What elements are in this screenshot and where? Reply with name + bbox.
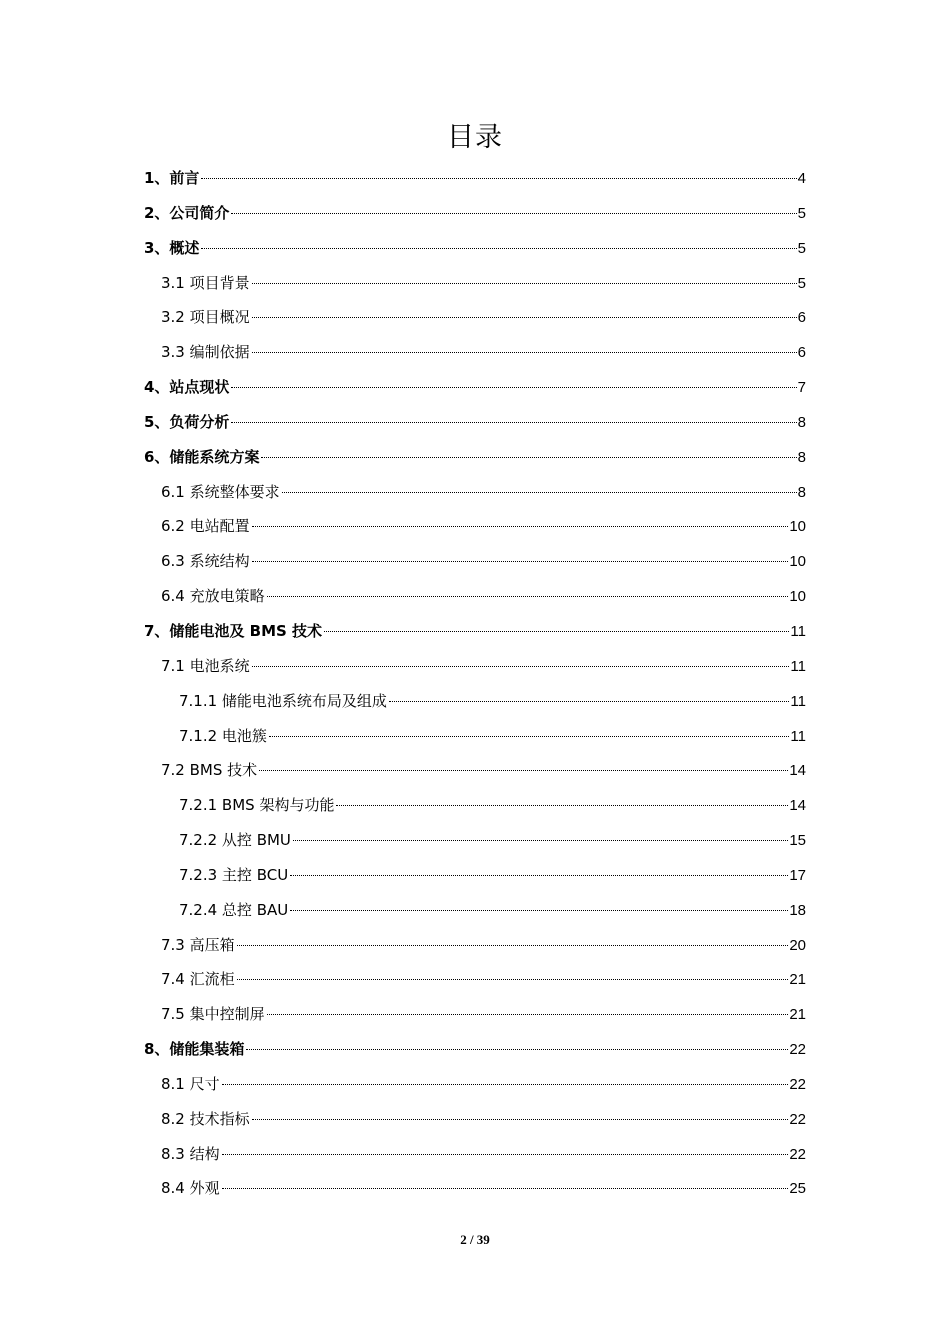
toc-entry[interactable] — [144, 1032, 806, 1067]
toc-entry[interactable] — [144, 858, 806, 893]
toc-entry-label: 7.2.3 主控 BCU — [179, 865, 289, 884]
toc-entry-label: 2、公司简介 — [144, 203, 230, 222]
toc-dot-leader — [222, 1154, 789, 1155]
page-title: 目录 — [447, 122, 503, 153]
toc-entry-page-number: 21 — [789, 1006, 806, 1024]
toc-entry[interactable] — [144, 335, 806, 370]
toc-entry[interactable] — [144, 300, 806, 335]
toc-entry-page-number: 22 — [789, 1145, 806, 1163]
toc-dot-leader — [293, 840, 788, 841]
toc-entry[interactable] — [144, 579, 806, 614]
toc-dot-leader — [231, 213, 796, 214]
toc-dot-leader — [201, 178, 796, 179]
toc-entry-label: 8.3 结构 — [161, 1144, 220, 1163]
toc-entry-label: 5、负荷分析 — [144, 412, 230, 431]
toc-entry-label: 6.4 充放电策略 — [161, 587, 265, 606]
toc-entry[interactable] — [144, 266, 806, 301]
toc-dot-leader — [246, 1049, 788, 1050]
toc-entry-label: 8.1 尺寸 — [161, 1074, 220, 1093]
toc-entry-label: 4、站点现状 — [144, 378, 230, 397]
toc-entry-page-number: 14 — [789, 797, 806, 815]
page-indicator: 2 / 39 — [460, 1232, 490, 1247]
toc-entry-page-number: 8 — [797, 483, 806, 501]
toc-entry-page-number: 8 — [797, 413, 806, 431]
toc-entry-label: 7.5 集中控制屏 — [161, 1005, 265, 1024]
toc-entry[interactable] — [144, 684, 806, 719]
toc-entry[interactable] — [144, 370, 806, 405]
toc-entry[interactable] — [144, 544, 806, 579]
toc-entry-page-number: 5 — [797, 274, 806, 292]
toc-dot-leader — [252, 352, 797, 353]
toc-entry[interactable] — [144, 1102, 806, 1137]
toc-entry-label: 3、概述 — [144, 238, 200, 257]
toc-dot-leader — [231, 422, 796, 423]
toc-entry[interactable] — [144, 893, 806, 928]
toc-dot-leader — [290, 875, 788, 876]
toc-entry-label: 8.4 外观 — [161, 1179, 220, 1198]
toc-entry-label: 7.2.2 从控 BMU — [179, 831, 291, 850]
toc-entry-page-number: 25 — [789, 1180, 806, 1198]
toc-entry-page-number: 11 — [790, 692, 806, 710]
toc-dot-leader — [269, 736, 789, 737]
toc-entry[interactable] — [144, 649, 806, 684]
toc-entry-label: 6.3 系统结构 — [161, 552, 250, 571]
toc-entry[interactable] — [144, 719, 806, 754]
toc-entry-page-number: 15 — [789, 832, 806, 850]
toc-entry-label: 1、前言 — [144, 169, 200, 187]
toc-entry-page-number: 22 — [789, 1075, 806, 1093]
toc-dot-leader — [201, 248, 796, 249]
toc-entry[interactable] — [144, 997, 806, 1032]
toc-entry-page-number: 8 — [797, 448, 806, 466]
toc-entry-page-number: 5 — [797, 239, 806, 257]
toc-entry[interactable] — [144, 962, 806, 997]
toc-entry[interactable] — [144, 509, 806, 544]
toc-dot-leader — [252, 666, 790, 667]
toc-dot-leader — [231, 387, 796, 388]
page-footer — [0, 1230, 950, 1250]
toc-entry-label: 3.2 项目概况 — [161, 308, 250, 327]
toc-entry-label: 7.2.4 总控 BAU — [179, 900, 289, 919]
toc-dot-leader — [252, 1119, 789, 1120]
toc-dot-leader — [259, 770, 788, 771]
toc-entry-page-number: 17 — [789, 866, 806, 884]
toc-entry-page-number: 11 — [790, 727, 806, 745]
toc-entry[interactable] — [144, 231, 806, 266]
toc-entry-label: 6、储能系统方案 — [144, 447, 260, 466]
toc-entry[interactable] — [144, 614, 806, 649]
toc-dot-leader — [336, 805, 788, 806]
toc-entry-page-number: 22 — [789, 1110, 806, 1128]
toc-entry-label: 7.1.1 储能电池系统布局及组成 — [179, 691, 387, 710]
toc-entry-label: 7.1.2 电池簇 — [179, 726, 267, 745]
toc-entry-page-number: 10 — [789, 588, 806, 606]
toc-entry[interactable] — [144, 1171, 806, 1206]
toc-entry-page-number: 22 — [789, 1041, 806, 1059]
toc-dot-leader — [290, 910, 788, 911]
toc-dot-leader — [324, 631, 789, 632]
toc-entry-label: 3.3 编制依据 — [161, 343, 250, 362]
toc-entry[interactable] — [144, 196, 806, 231]
toc-entry-label: 3.1 项目背景 — [161, 273, 250, 292]
toc-entry-page-number: 4 — [797, 170, 806, 187]
toc-entry[interactable] — [144, 405, 806, 440]
toc-dot-leader — [252, 283, 797, 284]
toc-dot-leader — [222, 1188, 789, 1189]
toc-entry[interactable] — [144, 823, 806, 858]
toc-entry-page-number: 18 — [789, 901, 806, 919]
toc-entry-label: 8.2 技术指标 — [161, 1109, 250, 1128]
toc-dot-leader — [222, 1084, 789, 1085]
toc-dot-leader — [237, 945, 789, 946]
toc-entry-label: 7.4 汇流柜 — [161, 970, 235, 989]
toc-entry-label: 7.3 高压箱 — [161, 935, 235, 954]
toc-entry[interactable] — [144, 475, 806, 510]
toc-entry-page-number: 6 — [797, 344, 806, 362]
toc-entry-page-number: 5 — [797, 204, 806, 222]
toc-entry-page-number: 14 — [789, 762, 806, 780]
table-of-contents — [144, 161, 806, 1206]
toc-entry[interactable] — [144, 1067, 806, 1102]
toc-dot-leader — [282, 492, 797, 493]
toc-entry-page-number: 11 — [790, 622, 806, 640]
toc-entry-page-number: 20 — [789, 936, 806, 954]
toc-dot-leader — [261, 457, 796, 458]
toc-dot-leader — [237, 979, 789, 980]
toc-entry-page-number: 6 — [797, 309, 806, 327]
toc-entry-page-number: 21 — [789, 971, 806, 989]
toc-entry[interactable] — [144, 161, 806, 196]
toc-entry-label: 8、储能集装箱 — [144, 1040, 245, 1059]
toc-entry-label: 7.2.1 BMS 架构与功能 — [179, 796, 335, 815]
toc-entry[interactable] — [144, 753, 806, 788]
toc-entry-label: 7.1 电池系统 — [161, 656, 250, 675]
toc-entry-label: 6.1 系统整体要求 — [161, 482, 280, 501]
toc-dot-leader — [267, 596, 789, 597]
toc-entry[interactable] — [144, 928, 806, 963]
toc-dot-leader — [389, 701, 789, 702]
toc-entry-page-number: 11 — [790, 657, 806, 675]
toc-dot-leader — [267, 1014, 789, 1015]
toc-dot-leader — [252, 561, 789, 562]
toc-dot-leader — [252, 526, 789, 527]
toc-entry-label: 7、储能电池及 BMS 技术 — [144, 621, 323, 640]
toc-entry-page-number: 7 — [797, 379, 806, 397]
toc-dot-leader — [252, 317, 797, 318]
toc-entry[interactable] — [144, 788, 806, 823]
toc-entry[interactable] — [144, 440, 806, 475]
toc-entry-label: 7.2 BMS 技术 — [161, 761, 258, 780]
toc-entry-page-number: 10 — [789, 518, 806, 536]
toc-entry-label: 6.2 电站配置 — [161, 517, 250, 536]
toc-entry-page-number: 10 — [789, 553, 806, 571]
toc-entry[interactable] — [144, 1137, 806, 1172]
